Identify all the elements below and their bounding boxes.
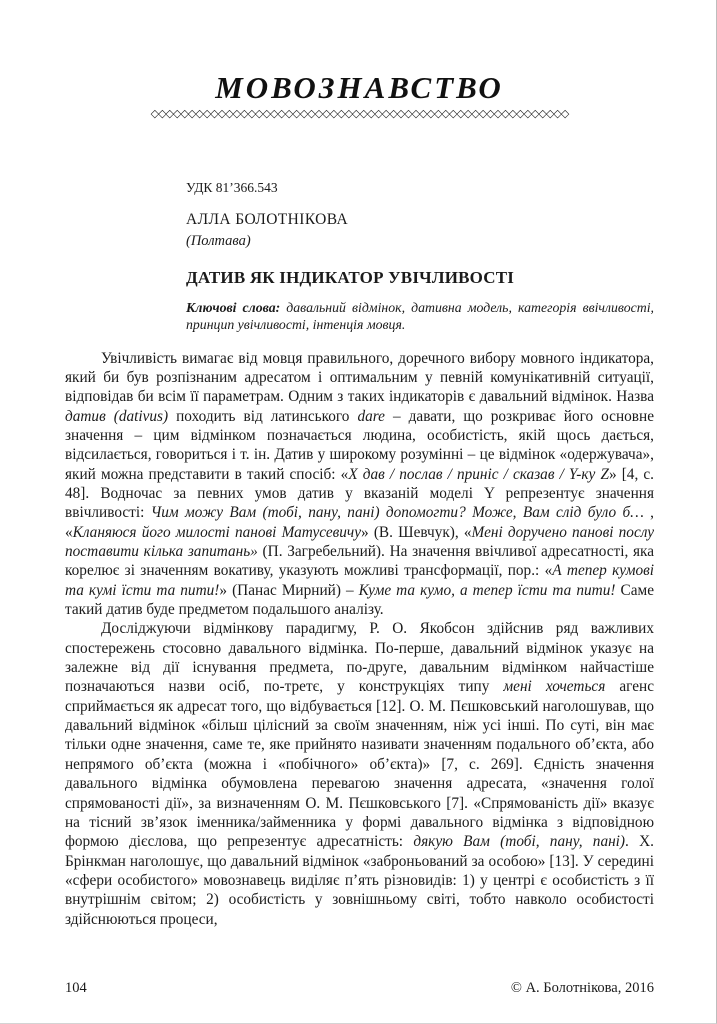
author-location: (Полтава) — [186, 233, 251, 249]
section-title: МОВОЗНАВСТВО — [215, 70, 504, 105]
article-title: ДАТИВ ЯК ІНДИКАТОР УВІЧЛИВОСТІ — [186, 268, 515, 287]
keywords-block — [186, 300, 654, 334]
paragraph-1: Увічливість вимагає від мовця правильного, доречного вибору мовного індикатора, який би був розпізнаним адресатом і оптимальним у певній комунікативній ситуації, відповідав би всім її параметрам. Одним з таких індикаторів є давальний відмінок. Назва датив (dativus) походить від латинського dare – давати, що розкриває його основне значення – цим відмінком позначається людина, особистість, якій щось дається, відсилається, говориться і т. ін. Датив у широкому розумінні – це відмінок «одержувача», який можна представити в такий спосіб: «Х дав / послав / приніс / сказав / Y-ку Z» [4, с. 48]. Водночас за певних умов датив у вказаній моделі Y репрезентує значення ввічливості: Чим можу Вам (тобі, пану, пані) допомогти? Може, Вам слід було б… , «Кланяюся його милості панові Матусевичу» (В. Шевчук), «Мені доручено панові послу поставити кілька запитань» (П. Загребельний). На значення ввічливої адресатності, яка корелює зі значенням вокативу, указують можливі трансформації, пор.: «А тепер кумові та кумі їсти та пити!» (Панас Мирний) – Куме та кумо, а тепер їсти та пити! Саме такий датив буде предметом подальшого аналізу. — [65, 349, 655, 619]
ornament-divider: ◇◇◇◇◇◇◇◇◇◇◇◇◇◇◇◇◇◇◇◇◇◇◇◇◇◇◇◇◇◇◇◇◇◇◇◇◇◇◇◇◇◇◇◇◇◇◇◇◇◇◇◇◇◇◇◇ — [150, 109, 569, 120]
section-header — [65, 70, 654, 120]
author-name: АЛЛА БОЛОТНІКОВА — [186, 211, 349, 228]
keywords-text: давальний відмінок, дативна модель, категорія ввічливості, принцип увічливості, інтенція мовця. — [186, 300, 654, 332]
copyright-notice: © А. Болотнікова, 2016 — [510, 980, 654, 996]
article-head — [186, 180, 654, 334]
paragraph-2: Досліджуючи відмінкову парадигму, Р. О. Якобсон здійснив ряд важливих спостережень стосовно давального відмінка. По-перше, давальний відмінок указує на залежне від дії існування предмета, по-друге, давальним відмінком найчастіше позначаються назви осіб, по-третє, у конструкціях типу мені хочеться агенс сприймається як адресат того, що відбувається [12]. О. М. Пєшковський наголошував, що давальний відмінок «більш цілісний за своїм значенням, ніж усі інші. По суті, він має тільки одне значення, саме те, яке прийнято називати значенням подального об’єкта, або непрямого об’єкта (можна і «побічного» об’єкта)» [7, с. 269]. Єдність значення давального відмінка обумовлена перевагою значення адресата, «значення голої спрямованості дії», за визначенням О. М. Пєшковського [7]. «Спрямованість дії» вказує на тісний зв’язок іменника/займенника у формі давального відмінка з відповідною формою дієслова, що репрезентує адресатність: дякую Вам (тобі, пану, пані). Х. Брінкман наголошує, що давальний відмінок «заброньований за особою» [13]. У середині «сфери особистого» мовознавець виділяє п’ять різновидів: 1) у центрі є особистість з її внутрішнім світом; 2) особистість у зовнішньому світі, тобто навколо особистості здійснюються процеси, — [65, 620, 654, 928]
page-number: 104 — [65, 980, 87, 996]
article-body — [65, 349, 654, 929]
keywords-label: Ключові слова: — [186, 300, 281, 315]
page-footer — [65, 980, 654, 997]
udc-code: УДК 81’366.543 — [186, 180, 278, 195]
